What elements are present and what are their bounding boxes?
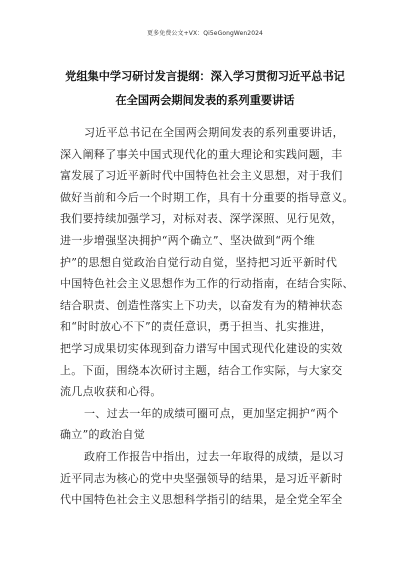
document-title-line-1: 党组集中学习研讨发言提纲：深入学习贯彻习近平总书记 xyxy=(65,70,345,83)
body-line: 一、过去一年的成绩可圈可点，更加坚定拥护“两个 xyxy=(84,406,339,420)
body-line: 上。下面，围绕本次研讨主题，结合工作实际，与大家交 xyxy=(60,363,343,377)
body-line: 政府工作报告中指出，过去一年取得的成绩，是以习 xyxy=(84,449,344,463)
body-line: 我们要持续加强学习，对标对表、深学深照、见行见效， xyxy=(60,212,343,226)
body-line: 近平同志为核心的党中央坚强领导的结果，是习近平新时 xyxy=(60,471,343,485)
body-line: 进一步增强坚决拥护“两个确立”、坚决做到“两个维 xyxy=(60,233,316,247)
body-line: 流几点收获和心得。 xyxy=(60,385,162,399)
body-line: 护”的思想自觉政治自觉行动自觉，坚持把习近平新时代 xyxy=(60,255,338,269)
body-line: 代中国特色社会主义思想科学指引的结果，是全党全军全 xyxy=(60,493,343,507)
body-line: 做好当前和今后一个时期工作，具有十分重要的指导意义。 xyxy=(60,190,354,204)
document-title-line-2: 在全国两会期间发表的系列重要讲话 xyxy=(115,94,295,107)
body-text xyxy=(60,122,366,511)
body-line: 深入阐释了事关中国式现代化的重大理论和实践问题，丰 xyxy=(60,147,343,161)
body-line: 中国特色社会主义思想作为工作的行动指南，在结合实际、 xyxy=(60,277,354,291)
body-line: 和“时时放心不下”的责任意识，勇于担当、扎实推进， xyxy=(60,320,332,334)
body-line: 结合职责、创造性落实上下功夫，以奋发有为的精神状态 xyxy=(60,298,343,312)
body-line: 把学习成果切实体现到奋力谱写中国式现代化建设的实效 xyxy=(60,341,343,355)
body-line: 确立”的政治自觉 xyxy=(60,428,146,442)
body-line: 富发展了习近平新时代中国特色社会主义思想，对于我们 xyxy=(60,169,343,183)
header-note: 更多免费公文+VX：Qi5eGongWen2024 xyxy=(147,30,263,37)
body-line: 习近平总书记在全国两会期间发表的系列重要讲话， xyxy=(84,126,344,139)
